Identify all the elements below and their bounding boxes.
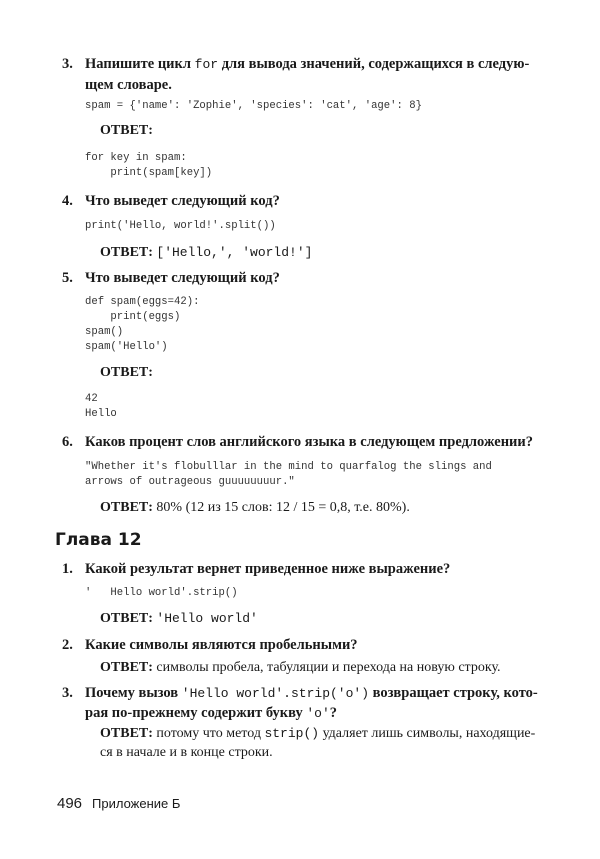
code-snippet: "Whether it's flobulllar in the mind to quarfalog the slings and arrows of outrageous guuuuuuuur." (85, 461, 492, 488)
code-snippet: ' Hello world'.strip() (85, 587, 238, 599)
code-snippet: def spam(eggs=42): print(eggs) spam() spam('Hello') (85, 296, 200, 353)
answer-cont: ся в начале и в конце строки. (100, 745, 273, 760)
answer-code: for key in spam: print(spam[key]) (85, 152, 213, 179)
question-3: 3. Напишите цикл for для вывода значений, содержащихся в следую- (62, 56, 530, 72)
answer: ОТВЕТ: 80% (12 из 15 слов: 12 / 15 = 0,8, т.е. 80%). (100, 500, 410, 515)
answer: ОТВЕТ: (100, 123, 153, 138)
page-number: 496 (57, 795, 83, 812)
question-3b: 3. Почему вызов 'Hello world'.strip('o') возвращает строку, кото- (62, 685, 538, 701)
answer: ОТВЕТ: потому что метод strip() удаляет лишь символы, находящие- (100, 726, 536, 741)
question-3-cont: щем словаре. (85, 77, 172, 93)
code-snippet: spam = {'name': 'Zophie', 'species': 'cat', 'age': 8} (85, 100, 422, 112)
answer: ОТВЕТ: (100, 365, 153, 380)
question-3b-cont: рая по-прежнему содержит букву 'o'? (85, 705, 338, 721)
chapter-heading: Глава 12 (55, 530, 142, 550)
question-4: 4. Что выведет следующий код? (62, 193, 280, 209)
answer: ОТВЕТ: символы пробела, табуляции и перехода на новую строку. (100, 660, 501, 675)
question-6: 6. Каков процент слов английского языка в следующем предложении? (62, 434, 534, 450)
code-snippet: print('Hello, world!'.split()) (85, 220, 276, 232)
question-5: 5. Что выведет следующий код? (62, 270, 280, 286)
question-1: 1. Какой результат вернет приведенное ниже выражение? (62, 561, 451, 577)
section-title: Приложение Б (92, 796, 181, 811)
answer-code: 42 Hello (85, 393, 117, 420)
question-2: 2. Какие символы являются пробельными? (62, 637, 358, 653)
answer: ОТВЕТ: 'Hello world' (100, 611, 258, 626)
page-footer (57, 795, 180, 812)
answer: ОТВЕТ: ['Hello,', 'world!'] (100, 245, 313, 260)
